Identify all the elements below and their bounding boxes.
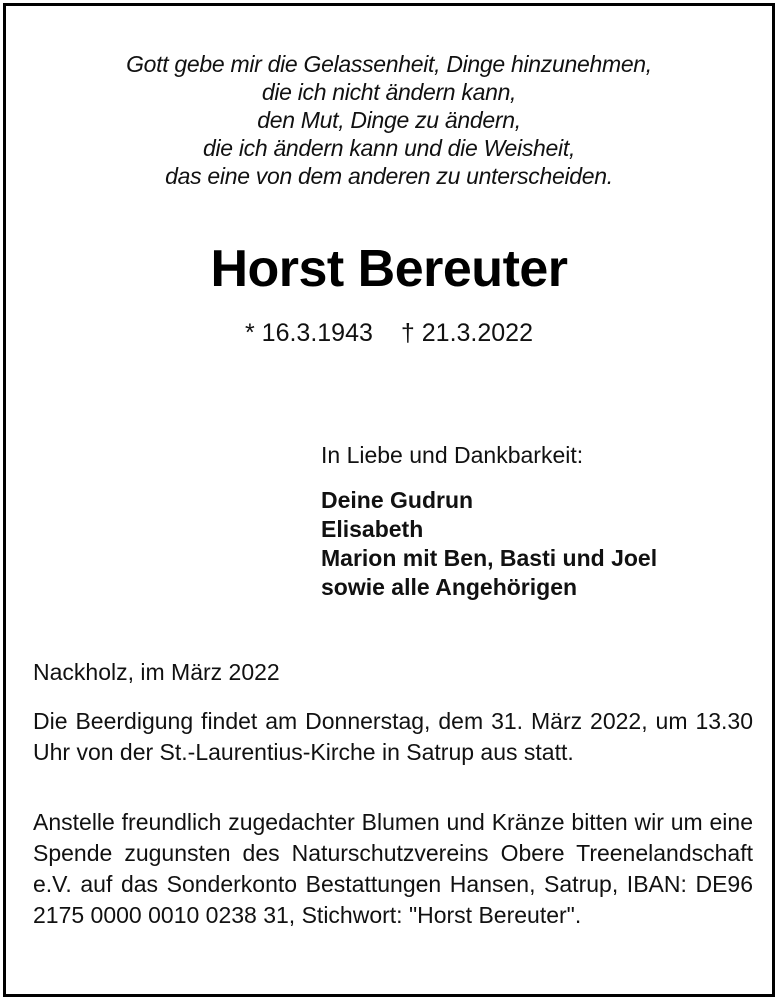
place-date: Nackholz, im März 2022 [33,659,280,685]
obituary-notice [3,3,775,997]
death-date: † 21.3.2022 [400,319,533,347]
poem-line: die ich nicht ändern kann, [261,79,517,105]
life-dates [6,317,772,349]
poem-line: den Mut, Dinge zu ändern, [257,107,521,133]
mourner-name: sowie alle Angehörigen [321,574,578,600]
birth-date: * 16.3.1943 [245,319,373,347]
funeral-info: Die Beerdigung findet am Donnerstag, dem 31. März 2022, um 13.30 Uhr von der St.-Laurentius-Kirche in Satrup aus statt. [33,708,753,765]
deceased-name: Horst Bereuter [210,240,568,298]
mourners-intro: In Liebe und Dankbarkeit: [321,442,584,468]
mourner-name: Deine Gudrun [321,487,474,513]
mourners-block [321,440,657,602]
poem [6,50,772,190]
mourner-name: Elisabeth [321,516,424,542]
poem-line: die ich ändern kann und die Weisheit, [202,135,576,161]
donation-info: Anstelle freundlich zugedachter Blumen und Kränze bitten wir um eine Spende zugunsten des Naturschutzvereins Obere Treenelandschaft e.V. auf das Sonderkonto Bestattungen Hansen, Satrup, IBAN: DE96 2175 0000 0010 0238 31, Stichwort: "Horst Bereuter". [33,809,753,928]
poem-line: Gott gebe mir die Gelassenheit, Dinge hinzunehmen, [126,51,652,77]
poem-line: das eine von dem anderen zu unterscheiden. [165,163,613,189]
mourner-name: Marion mit Ben, Basti und Joel [321,545,658,571]
